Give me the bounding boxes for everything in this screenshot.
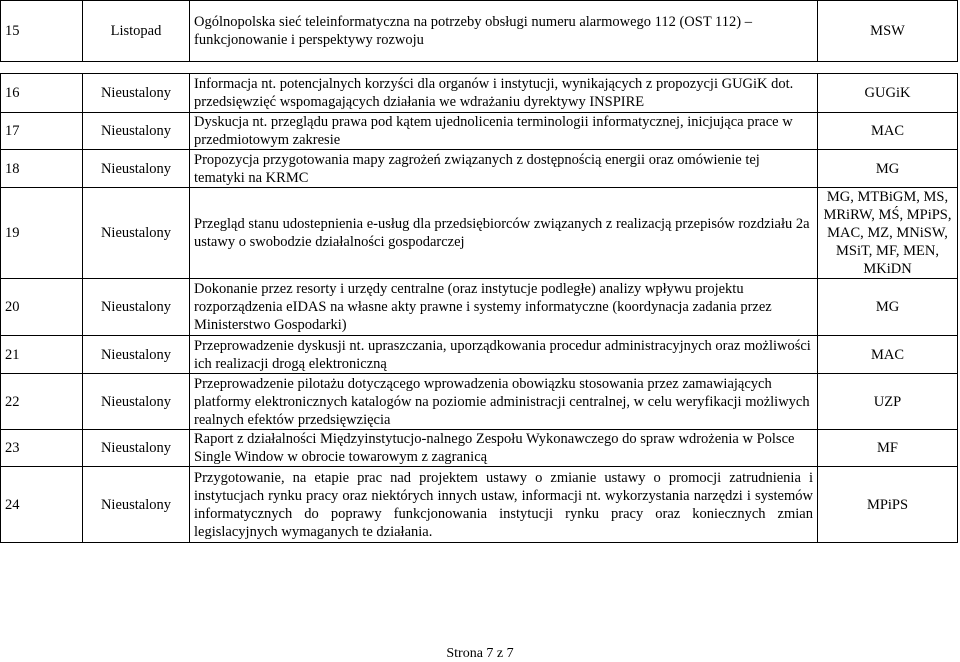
row-organization: MF xyxy=(818,430,958,467)
row-number: 21 xyxy=(1,336,83,374)
row-number: 24 xyxy=(1,467,83,543)
row-month: Nieustalony xyxy=(83,430,190,467)
row-number: 15 xyxy=(1,1,83,62)
page-number-footer: Strona 7 z 7 xyxy=(446,646,514,661)
row-topic: Przygotowanie, na etapie prac nad projektem ustawy o zmianie ustawy o promocji zatrudnienia i instytucjach rynku pracy oraz niektórych innych ustaw, informacji nt. wykorzystania narzędzi i systemów informatycznych do poprawy funkcjonowania instytucji rynku pracy oraz koniecznych zmian legislacyjnych wymaganych te działania. xyxy=(190,467,818,543)
row-topic: Informacja nt. potencjalnych korzyści dla organów i instytucji, wynikających z propozycji GUGiK dot. przedsięwzięć wspomagających działania we wdrażaniu dyrektywy INSPIRE xyxy=(190,74,818,113)
row-topic: Propozycja przygotowania mapy zagrożeń związanych z dostępnością energii oraz omówienie tej tematyki na KRMC xyxy=(190,150,818,188)
row-month: Nieustalony xyxy=(83,279,190,336)
row-number: 19 xyxy=(1,188,83,279)
row-month: Nieustalony xyxy=(83,467,190,543)
row-organization: MG, MTBiGM, MS, MRiRW, MŚ, MPiPS, MAC, MZ, MNiSW, MSiT, MF, MEN, MKiDN xyxy=(818,188,958,279)
row-topic: Przeprowadzenie dyskusji nt. upraszczania, uporządkowania procedur administracyjnych oraz możliwości ich realizacji drogą elektroniczną xyxy=(190,336,818,374)
table-row xyxy=(1,150,958,188)
row-number: 18 xyxy=(1,150,83,188)
table-row xyxy=(1,467,958,543)
row-organization: MG xyxy=(818,150,958,188)
row-topic: Ogólnopolska sieć teleinformatyczna na potrzeby obsługi numeru alarmowego 112 (OST 112) – funkcjonowanie i perspektywy rozwoju xyxy=(190,1,818,62)
row-month: Nieustalony xyxy=(83,188,190,279)
table-row xyxy=(1,1,958,62)
row-organization: MAC xyxy=(818,113,958,150)
table-row xyxy=(1,74,958,113)
row-topic: Przeprowadzenie pilotażu dotyczącego wprowadzenia obowiązku stosowania przez zamawiających platformy elektronicznych katalogów na poziomie administracji centralnej, w celu weryfikacji możliwych realnych efektów przedsięwzięcia xyxy=(190,374,818,430)
table-row xyxy=(1,430,958,467)
row-month: Nieustalony xyxy=(83,74,190,113)
row-topic: Raport z działalności Międzyinstytucjo-nalnego Zespołu Wykonawczego do spraw wdrożenia w Polsce Single Window w obrocie towarowym z zagranicą xyxy=(190,430,818,467)
row-month: Nieustalony xyxy=(83,113,190,150)
row-number: 17 xyxy=(1,113,83,150)
row-spacer xyxy=(1,62,958,74)
row-topic: Dyskucja nt. przeglądu prawa pod kątem ujednolicenia terminologii informatycznej, inicjująca prace w przedmiotowym zakresie xyxy=(190,113,818,150)
row-organization: MAC xyxy=(818,336,958,374)
row-month: Nieustalony xyxy=(83,150,190,188)
table-row xyxy=(1,374,958,430)
row-organization: GUGiK xyxy=(818,74,958,113)
table-row xyxy=(1,113,958,150)
row-organization: MPiPS xyxy=(818,467,958,543)
row-month: Nieustalony xyxy=(83,374,190,430)
row-number: 23 xyxy=(1,430,83,467)
row-month: Nieustalony xyxy=(83,336,190,374)
row-organization: MG xyxy=(818,279,958,336)
row-number: 20 xyxy=(1,279,83,336)
row-topic: Dokonanie przez resorty i urzędy centralne (oraz instytucje podległe) analizy wpływu projektu rozporządzenia eIDAS na własne akty prawne i systemy informatyczne (koordynacja zadania przez Ministerstwo Gospodarki) xyxy=(190,279,818,336)
table-row xyxy=(1,336,958,374)
row-topic: Przegląd stanu udostepnienia e-usług dla przedsiębiorców związanych z realizacją przepisów rozdziału 2a ustawy o swobodzie działalności gospodarczej xyxy=(190,188,818,279)
row-organization: UZP xyxy=(818,374,958,430)
row-number: 22 xyxy=(1,374,83,430)
row-organization: MSW xyxy=(818,1,958,62)
table-row xyxy=(1,279,958,336)
row-number: 16 xyxy=(1,74,83,113)
table-row xyxy=(1,188,958,279)
row-month: Listopad xyxy=(83,1,190,62)
